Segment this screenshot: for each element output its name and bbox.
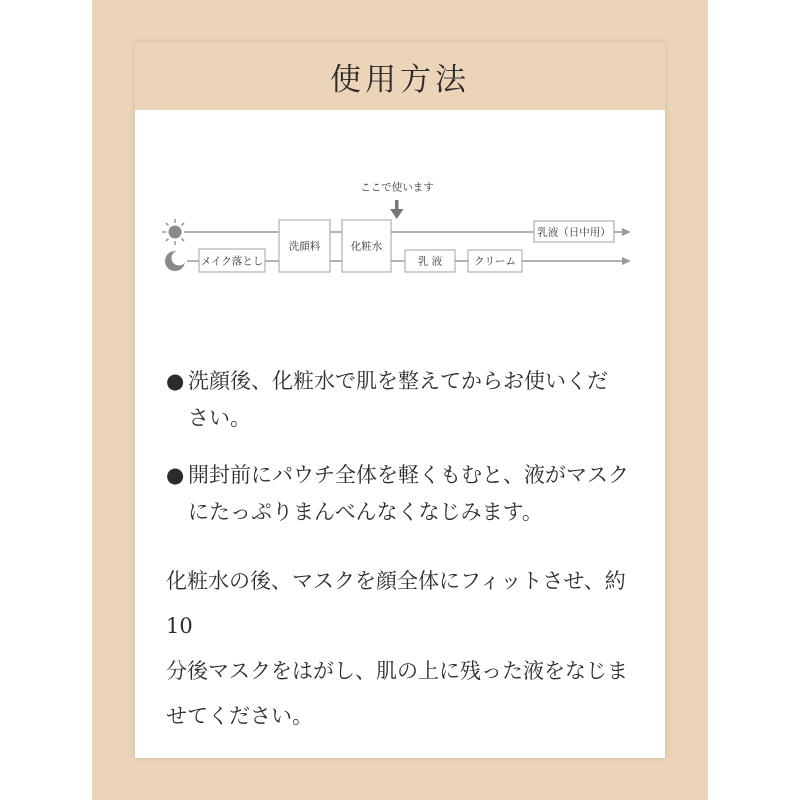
step-milk: 乳 液 [417, 255, 443, 268]
bullet-text-line: さい。 [188, 406, 251, 430]
paragraph-line: 化粧水の後、マスクを顔全体にフィットさせ、約10 [166, 569, 626, 638]
paragraph-line: せてください。 [166, 704, 313, 728]
bullet-text-line: 開封前にパウチ全体を軽くもむと、液がマスク [188, 463, 629, 487]
bullet-icon: ● [166, 463, 185, 487]
step-toner: 化粧水 [350, 240, 383, 253]
night-arrowhead [622, 257, 631, 265]
sun-icon [162, 219, 188, 245]
bullet-item [166, 457, 646, 531]
bullet-icon: ● [166, 369, 185, 393]
page-title: 使用方法 [330, 61, 470, 98]
moon-icon [165, 251, 187, 272]
bullet-item [166, 363, 646, 437]
step-face-wash: 洗顔料 [288, 240, 321, 253]
day-arrowhead [622, 228, 631, 236]
step-makeup-remover: メイク落とし [200, 255, 264, 268]
step-cream: クリーム [474, 255, 516, 268]
paragraph-line: 分後マスクをはがし、肌の上に残った液をなじま [166, 659, 628, 683]
usage-paragraph [166, 559, 646, 739]
arrow-down-icon [390, 200, 404, 219]
bullet-text-line: 洗顔後、化粧水で肌を整えてからお使いくだ [188, 369, 608, 393]
step-day-milk: 乳液（日中用） [537, 226, 611, 238]
bullet-text-line: にたっぷりまんべんなくなじみます。 [188, 500, 543, 524]
pointer-label: ここで使います [360, 181, 434, 194]
